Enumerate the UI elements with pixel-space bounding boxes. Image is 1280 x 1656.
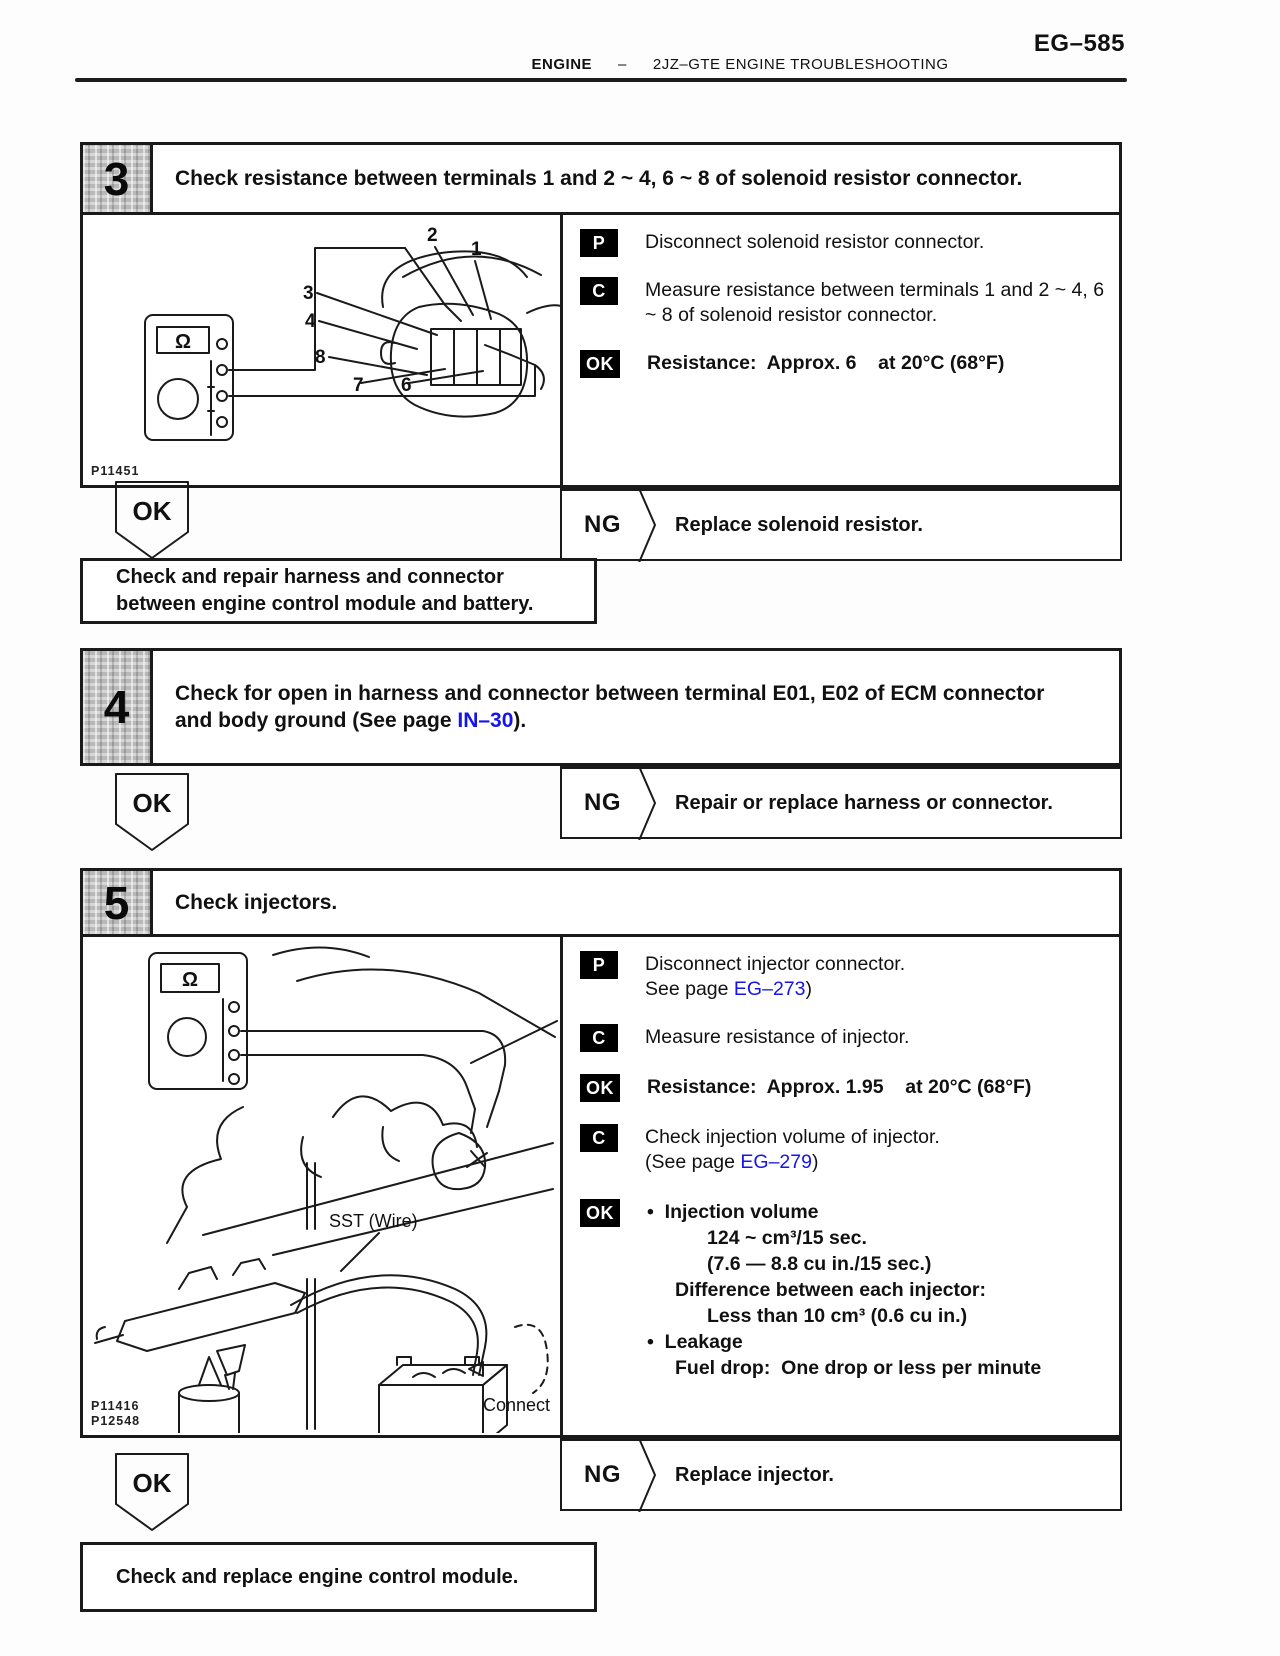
prepare-badge: P (580, 229, 618, 257)
procedure-row (580, 277, 1107, 328)
ok-flow-label: OK (132, 496, 172, 526)
ok-badge: OK (580, 1074, 620, 1102)
step4-ng-row (560, 766, 1122, 839)
step3-procedure-pane (566, 215, 1119, 485)
figure-codes (91, 1399, 140, 1429)
step3-body (83, 215, 1119, 485)
connect-label: Connect (483, 1395, 551, 1415)
ng-chevron-icon (635, 489, 659, 562)
step5-body (83, 937, 1119, 1435)
step5-result-box (80, 1542, 597, 1612)
spec-leakage: Fuel drop: One drop or less per minute (675, 1357, 1042, 1379)
terminal-label-8: 8 (315, 347, 326, 368)
step3-ng-row (560, 488, 1122, 561)
procedure-row (580, 1074, 1107, 1102)
check-badge: C (580, 1024, 618, 1052)
spec-volume-alt: (7.6 — 8.8 cu in./15 sec.) (707, 1253, 932, 1275)
step5-header (83, 871, 1119, 937)
figure-code: P11451 (91, 464, 140, 478)
step4-ok-pentagon (112, 770, 192, 856)
procedure-row (580, 1199, 1107, 1381)
figure-code-1: P11416 (91, 1399, 140, 1413)
result-text-line1: Check and repair harness and connector (116, 566, 504, 588)
injection-spec-block (647, 1199, 1041, 1381)
ok-badge: OK (580, 1199, 620, 1227)
spec-item1: Injection volume (664, 1201, 819, 1223)
running-header-separator: – (618, 56, 627, 73)
see-page-post: ) (811, 1151, 819, 1173)
procedure-row (580, 1024, 1107, 1052)
result-text-line1: Check and replace engine control module. (116, 1565, 519, 1588)
running-header-title: 2JZ–GTE ENGINE TROUBLESHOOTING (652, 56, 949, 73)
check-badge: C (580, 277, 618, 305)
ohm-symbol: Ω (174, 331, 192, 353)
running-header (460, 56, 1020, 73)
ok-flow-label: OK (132, 788, 172, 818)
page-reference-link[interactable]: EG–273 (733, 978, 806, 1000)
step5-ok-pentagon (112, 1450, 192, 1536)
check-badge: C (580, 1124, 618, 1152)
step5-ng-row (560, 1438, 1122, 1511)
spec-item2: Leakage (664, 1331, 743, 1353)
step3-title: Check resistance between terminals 1 and 2 ~ 4, 6 ~ 8 of solenoid resistor connector. (175, 167, 1023, 190)
spec-volume: 124 ~ cm³/15 sec. (707, 1227, 867, 1249)
step4-number-tile: 4 (83, 651, 153, 763)
ng-chevron-icon (635, 767, 659, 840)
ok-flow-label: OK (132, 1468, 172, 1498)
running-header-section: ENGINE (531, 56, 593, 73)
step5-number-tile: 5 (83, 871, 153, 934)
step5-illustration-pane (83, 937, 563, 1435)
terminal-label-1: 1 (471, 239, 482, 260)
step5-box (80, 868, 1122, 1438)
page-number: EG–585 (1033, 30, 1125, 57)
step5-title: Check injectors. (175, 891, 338, 914)
ohm-symbol: Ω (181, 969, 199, 991)
spec-text: Resistance: Approx. 1.95 at 20°C (68°F) (647, 1076, 1032, 1098)
see-page-post: ) (805, 978, 812, 1000)
terminal-label-6: 6 (401, 375, 412, 396)
header-rule (75, 78, 1127, 82)
injector-check-diagram (83, 937, 560, 1433)
step3-illustration-pane (83, 215, 563, 485)
ng-label: NG (584, 1461, 621, 1488)
ng-label: NG (584, 511, 621, 538)
step3-header (83, 145, 1119, 215)
procedure-text (645, 951, 905, 1002)
procedure-row (580, 350, 1107, 378)
page-reference-link[interactable]: IN–30 (457, 709, 514, 732)
step3-box (80, 142, 1122, 488)
step4-title-text: Check for open in harness and connector between terminal E01, E02 of ECM connector and body ground (See page (175, 682, 1045, 732)
step3-ok-pentagon (112, 478, 192, 564)
terminal-label-7: 7 (353, 375, 364, 396)
procedure-text: Measure resistance between terminals 1 and 2 ~ 4, 6 ~ 8 of solenoid resistor connector. (645, 279, 1105, 326)
step3-number-tile: 3 (83, 145, 153, 212)
step3-result-box (80, 558, 597, 624)
ng-label: NG (584, 789, 621, 816)
bullet: • (647, 1201, 654, 1223)
ng-action-text: Replace injector. (675, 1463, 834, 1486)
step5-procedure-pane (566, 937, 1119, 1435)
ng-chevron-icon (635, 1439, 659, 1512)
step4-title (153, 651, 1119, 763)
see-page-pre: (See page (645, 1151, 741, 1173)
see-page-pre: See page (645, 978, 734, 1000)
bullet: • (647, 1331, 654, 1353)
ng-action-text: Replace solenoid resistor. (675, 513, 923, 536)
spec-difference-value: Less than 10 cm³ (0.6 cu in.) (707, 1305, 968, 1327)
procedure-text: Disconnect solenoid resistor connector. (645, 231, 985, 253)
procedure-row (580, 951, 1107, 1002)
step4-box (80, 648, 1122, 766)
solenoid-resistor-diagram (83, 215, 560, 483)
terminal-label-4: 4 (305, 311, 316, 332)
procedure-row (580, 1124, 1107, 1175)
page-reference-link[interactable]: EG–279 (740, 1151, 812, 1173)
procedure-row (580, 229, 1107, 257)
procedure-text (645, 1124, 940, 1175)
procedure-line1: Disconnect injector connector. (645, 953, 906, 975)
spec-difference-label: Difference between each injector: (675, 1279, 987, 1301)
procedure-text: Measure resistance of injector. (645, 1026, 910, 1048)
result-text-line2: between engine control module and battery. (116, 593, 534, 615)
figure-code-2: P12548 (91, 1414, 141, 1428)
prepare-badge: P (580, 951, 618, 979)
sst-wire-label: SST (Wire) (329, 1211, 418, 1231)
terminal-label-3: 3 (303, 283, 314, 304)
terminal-label-2: 2 (427, 225, 438, 246)
procedure-line1: Check injection volume of injector. (645, 1126, 940, 1148)
step4-header (83, 651, 1119, 763)
ok-badge: OK (580, 350, 620, 378)
ng-action-text: Repair or replace harness or connector. (675, 791, 1053, 814)
step4-title-end: ). (513, 709, 527, 732)
spec-text: Resistance: Approx. 6 at 20°C (68°F) (647, 352, 1005, 374)
